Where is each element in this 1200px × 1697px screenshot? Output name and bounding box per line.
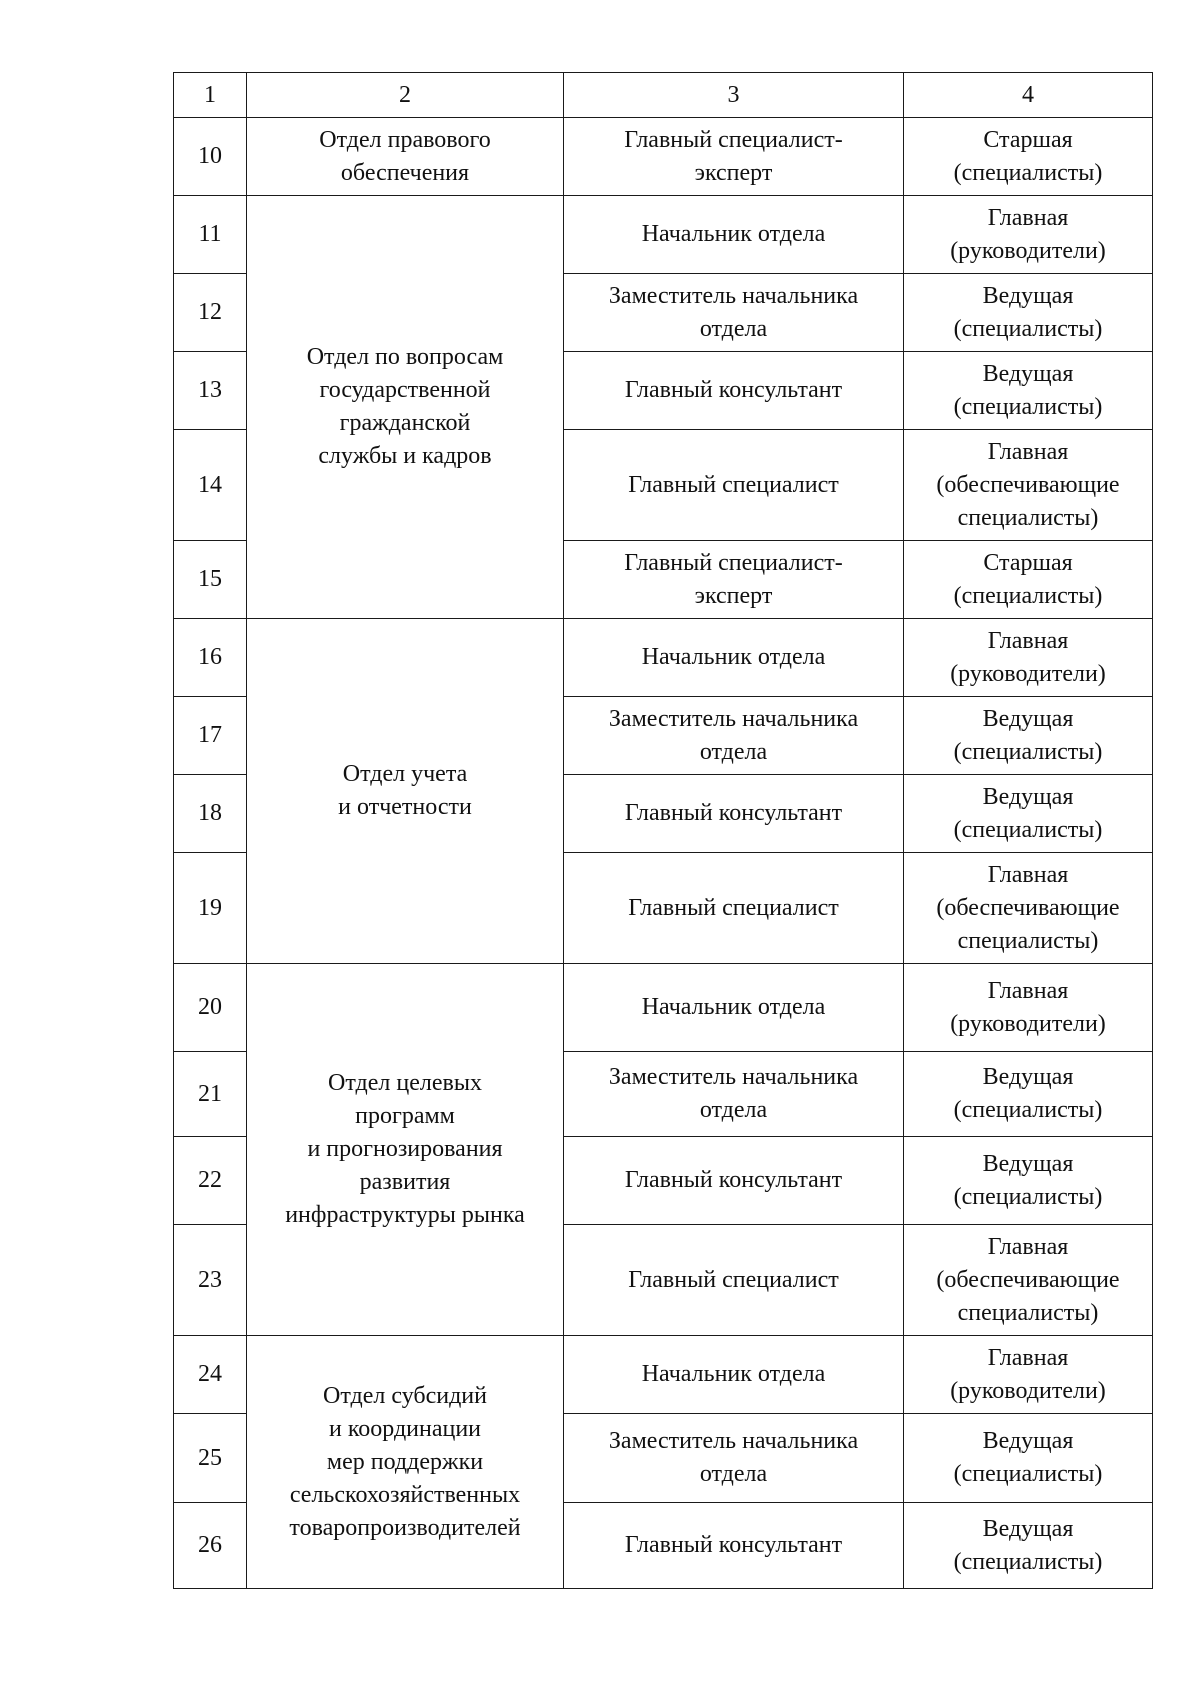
position-group: Главная (руководители) [950,977,1106,1037]
position-cell [564,1052,904,1137]
row-number: 23 [174,1225,247,1336]
row-number: 13 [174,352,247,430]
position-name: Главный специалист [628,1266,839,1293]
position-name: Заместитель начальника отдела [608,705,859,765]
row-number: 25 [174,1414,247,1503]
group-cell [904,1225,1153,1336]
position-cell [564,196,904,274]
position-name: Заместитель начальника отдела [608,282,859,342]
position-name: Начальник отдела [641,994,826,1020]
position-name: Заместитель начальника отдела [608,1428,859,1487]
row-number: 26 [174,1503,247,1589]
department-cell [247,196,564,619]
row-number: 10 [174,118,247,196]
position-cell [564,853,904,964]
position-cell [564,1414,904,1503]
group-cell [904,430,1153,541]
department-name: Отдел правового обеспечения [319,126,491,186]
row-number: 16 [174,619,247,697]
group-cell [904,775,1153,853]
group-cell [904,196,1153,274]
position-group: Ведущая (специалисты) [953,1515,1103,1575]
position-cell [564,1336,904,1414]
department-cell [247,964,564,1336]
position-group: Ведущая (специалисты) [953,282,1103,342]
row-number: 20 [174,964,247,1052]
position-name: Главный консультант [624,1532,843,1558]
department-name: Отдел целевых программ и прогнозирования развития инфраструктуры рынка [285,1070,525,1228]
position-group: Ведущая (специалисты) [953,360,1103,420]
position-name: Начальник отдела [641,644,826,670]
header-cell: 1 [174,73,247,118]
position-name: Начальник отдела [641,221,826,247]
row-number: 15 [174,541,247,619]
position-cell [564,118,904,196]
row-number: 11 [174,196,247,274]
group-cell [904,1503,1153,1589]
row-number: 19 [174,853,247,964]
position-group: Ведущая (специалисты) [953,705,1103,765]
position-name: Главный консультант [624,1167,843,1193]
position-group: Главная (обеспечивающие специалисты) [936,438,1120,531]
row-number: 12 [174,274,247,352]
department-cell [247,1336,564,1589]
position-group: Главная (руководители) [950,1344,1106,1404]
group-cell [904,1414,1153,1503]
position-name: Заместитель начальника отдела [608,1064,859,1123]
position-group: Главная (руководители) [950,204,1106,264]
department-name: Отдел учета и отчетности [338,761,472,820]
position-cell [564,1225,904,1336]
table-row [174,619,1153,697]
table-row [174,196,1153,274]
position-group: Ведущая (специалисты) [953,1064,1103,1123]
department-cell [247,619,564,964]
position-cell [564,274,904,352]
position-group: Ведущая (специалисты) [953,1150,1103,1210]
table-header-row [174,73,1153,118]
position-name: Главный консультант [624,800,843,826]
position-group: Главная (руководители) [950,627,1106,687]
table-row [174,118,1153,196]
row-number: 17 [174,697,247,775]
group-cell [904,697,1153,775]
position-name: Главный специалист [628,471,839,498]
position-cell [564,541,904,619]
position-cell [564,430,904,541]
staff-positions-table [173,72,1153,1589]
row-number: 18 [174,775,247,853]
header-cell: 2 [247,73,564,118]
position-cell [564,1137,904,1225]
position-name: Главный специалист- эксперт [624,549,843,609]
position-group: Главная (обеспечивающие специалисты) [936,1233,1120,1326]
position-cell [564,697,904,775]
row-number: 24 [174,1336,247,1414]
group-cell [904,1137,1153,1225]
position-group: Ведущая (специалисты) [953,783,1103,843]
group-cell [904,1336,1153,1414]
department-name: Отдел по вопросам государственной гражданской службы и кадров [306,344,504,469]
group-cell [904,853,1153,964]
row-number: 14 [174,430,247,541]
position-group: Главная (обеспечивающие специалисты) [936,861,1120,954]
position-group: Старшая (специалисты) [953,549,1103,609]
position-group: Ведущая (специалисты) [953,1428,1103,1487]
table-row [174,964,1153,1052]
position-name: Начальник отдела [641,1361,826,1387]
group-cell [904,964,1153,1052]
group-cell [904,541,1153,619]
position-cell [564,1503,904,1589]
position-cell [564,964,904,1052]
position-name: Главный консультант [624,377,843,403]
group-cell [904,352,1153,430]
position-group: Старшая (специалисты) [953,126,1103,186]
row-number: 21 [174,1052,247,1137]
department-cell [247,118,564,196]
position-name: Главный специалист- эксперт [624,126,843,186]
group-cell [904,1052,1153,1137]
header-cell: 4 [904,73,1153,118]
group-cell [904,118,1153,196]
position-name: Главный специалист [628,894,839,921]
group-cell [904,274,1153,352]
header-cell: 3 [564,73,904,118]
department-name: Отдел субсидий и координации мер поддержки сельскохозяйственных товаропроизводителей [289,1382,521,1541]
row-number: 22 [174,1137,247,1225]
group-cell [904,619,1153,697]
table-row [174,1336,1153,1414]
position-cell [564,352,904,430]
position-cell [564,775,904,853]
position-cell [564,619,904,697]
